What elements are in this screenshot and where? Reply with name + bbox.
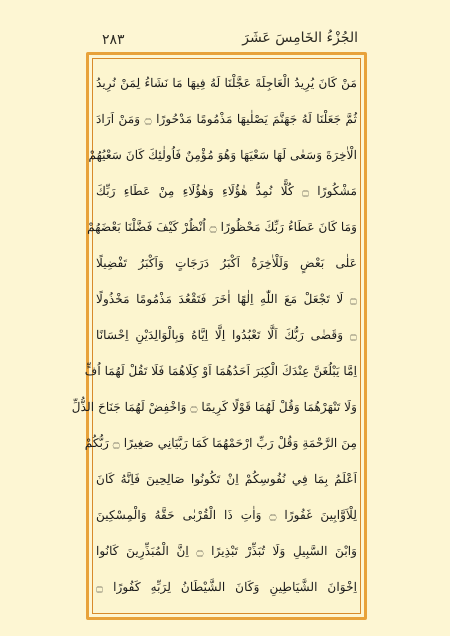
text-line: وَمَا كَانَ عَطَاءُ رَبِّكَ مَحْظُورًا ۝ اُنْظُرْ كَيْفَ فَضَّلْنَا بَعْضَهُمْ <box>87 220 357 234</box>
text-line: مَنْ كَانَ يُرِيدُ الْعَاجِلَةَ عَجَّلْنَا لَهُ فِيهَا مَا نَشَاءُ لِمَنْ نُرِيدُ <box>96 76 357 90</box>
text-line: عَلٰى بَعْضٍ وَلَلْاٰخِرَةُ اَكْبَرُ دَرَجَاتٍ وَاَكْبَرُ تَفْضِيلًا <box>96 256 357 270</box>
text-line: وَابْنَ السَّبِيلِ وَلَا تُبَذِّرْ تَبْذِيرًا ۝ اِنَّ الْمُبَذِّرِينَ كَانُوا <box>96 544 358 558</box>
quran-text-area <box>71 62 358 610</box>
text-line: اِمَّا يَبْلُغَنَّ عِنْدَكَ الْكِبَرَ اَحَدُهُمَا اَوْ كِلَاهُمَا فَلَا تَقُلْ لَهُمَا اُفٍّ <box>84 364 357 378</box>
text-line: مَشْكُورًا ۝ كُلًّا نُمِدُّ هٰؤُلَاءِ وَهٰؤُلَاءِ مِنْ عَطَاءِ رَبِّكَ <box>96 184 357 198</box>
text-line: اِخْوَانَ الشَّيَاطِينِ وَكَانَ الشَّيْطَانُ لِرَبِّهِ كَفُورًا ۝ <box>96 580 357 594</box>
text-line: مِنَ الرَّحْمَةِ وَقُلْ رَبِّ ارْحَمْهُمَا كَمَا رَبَّيَانِي صَغِيرًا ۝ رَبُّكُمْ <box>84 436 357 450</box>
page-number: ٢٨٣ <box>102 32 125 48</box>
text-line: ۝ وَقَضٰى رَبُّكَ اَلَّا تَعْبُدُوا اِلَّا اِيَّاهُ وَبِالْوَالِدَيْنِ اِحْسَانًا <box>96 328 357 342</box>
text-line: ۝ لَا تَجْعَلْ مَعَ اللّٰهِ اِلٰهًا اٰخَرَ فَتَقْعُدَ مَذْمُومًا مَخْذُولًا <box>96 292 357 306</box>
page-header <box>0 26 450 52</box>
text-line: ثُمَّ جَعَلْنَا لَهُ جَهَنَّمَ يَصْلٰيهَا مَذْمُومًا مَدْحُورًا ۝ وَمَنْ اَرَادَ <box>96 112 357 126</box>
text-line: الْاٰخِرَةَ وَسَعٰى لَهَا سَعْيَهَا وَهُوَ مُؤْمِنٌ فَاُولٰئِكَ كَانَ سَعْيُهُمْ <box>88 148 357 162</box>
text-line: وَلَا تَنْهَرْهُمَا وَقُلْ لَهُمَا قَوْلًا كَرِيمًا ۝ وَاخْفِضْ لَهُمَا جَنَاحَ الذُّلِّ <box>71 400 357 414</box>
text-line: لِلْاَوَّابِينَ غَفُورًا ۝ وَاٰتِ ذَا الْقُرْبٰى حَقَّهُ وَالْمِسْكِينَ <box>96 508 357 522</box>
juz-title: الجُزْءُ الخَامِسَ عَشَرَ <box>242 30 358 46</box>
text-line: اَعْلَمُ بِمَا فِي نُفُوسِكُمْ اِنْ تَكُونُوا صَالِحِينَ فَاِنَّهُ كَانَ <box>96 472 357 486</box>
